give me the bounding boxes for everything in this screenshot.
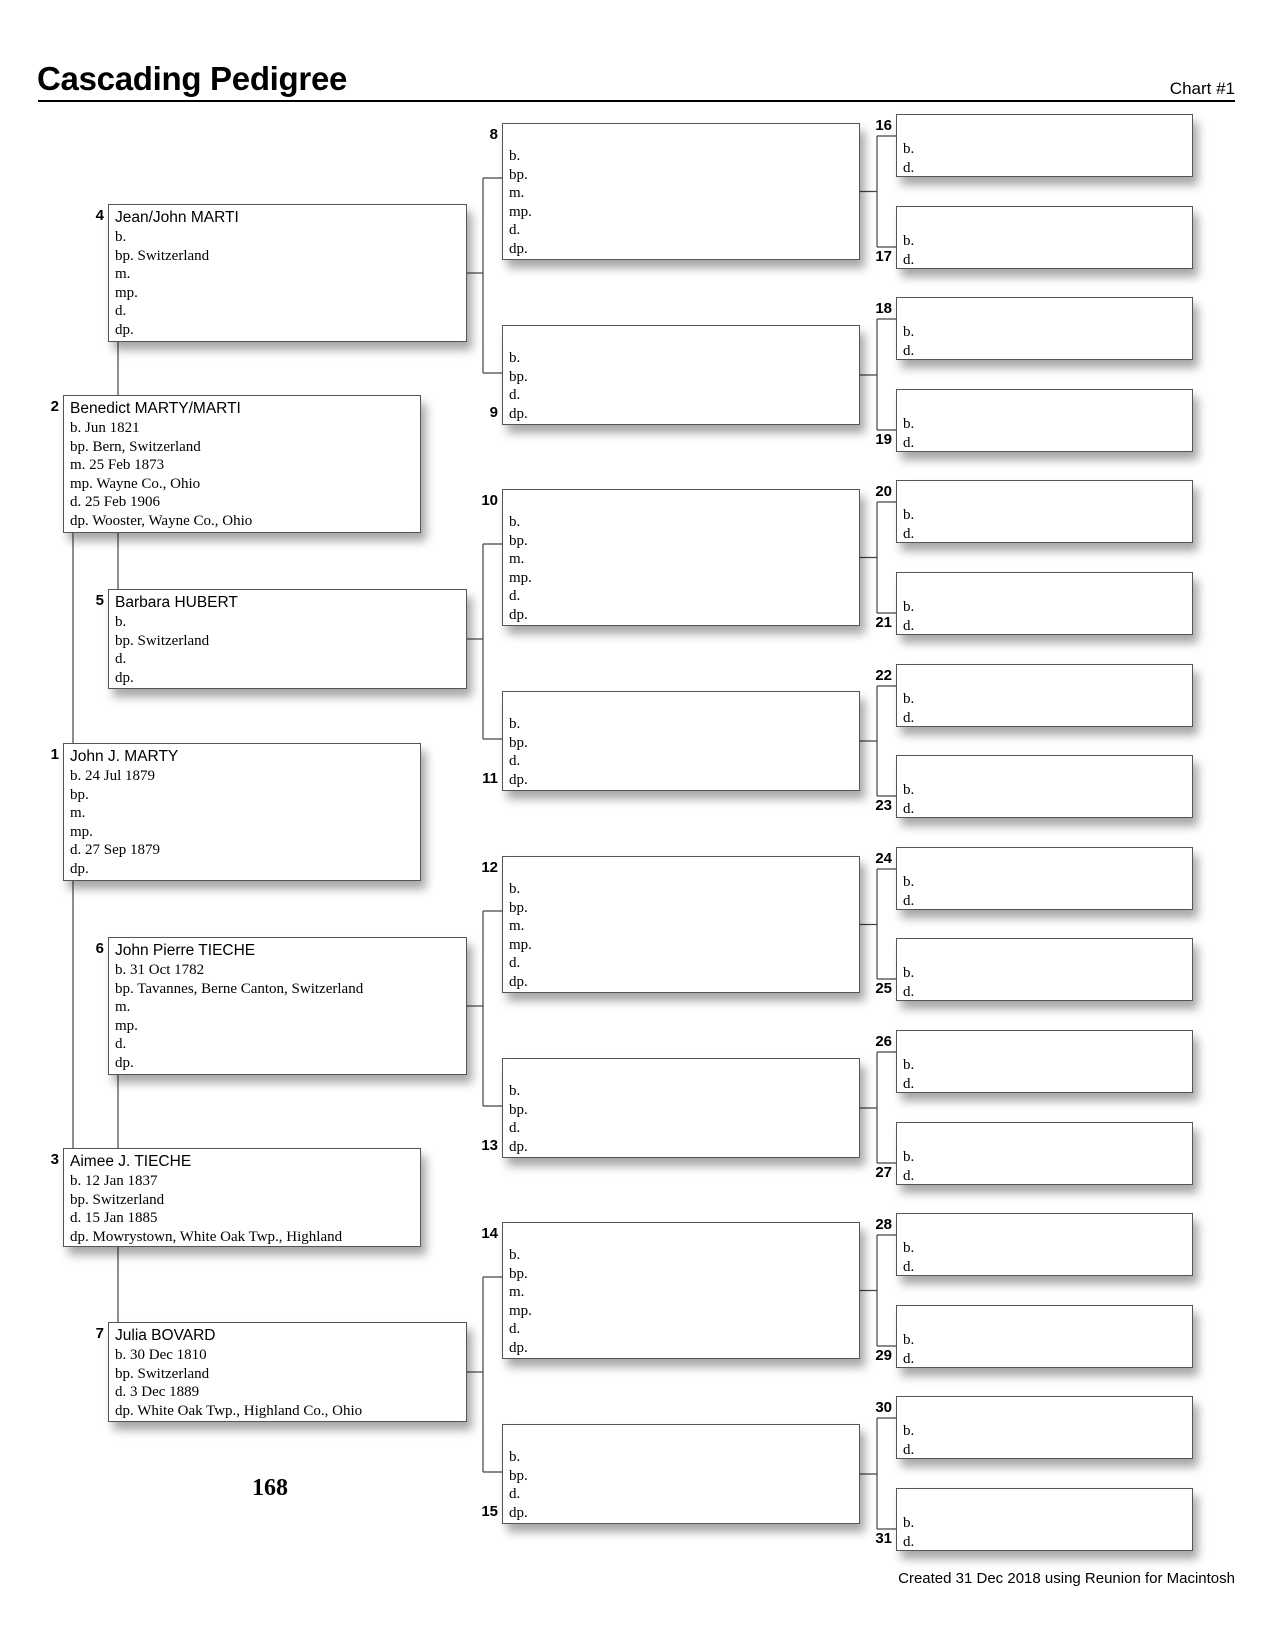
person-fact: mp. xyxy=(509,936,532,953)
person-fact: b. 12 Jan 1837 xyxy=(70,1173,158,1189)
person-fact: bp. Bern, Switzerland xyxy=(70,438,201,455)
person-fact: dp. xyxy=(509,1504,528,1521)
person-fact: mp. xyxy=(70,823,93,840)
person-number: 31 xyxy=(875,1530,892,1547)
person-fact: d. xyxy=(509,753,521,769)
person-number: 21 xyxy=(875,614,892,631)
person-box-26[interactable] xyxy=(896,1030,1193,1093)
person-name xyxy=(509,860,859,880)
person-box-29[interactable] xyxy=(896,1305,1193,1368)
person-box-14[interactable] xyxy=(502,1222,860,1359)
person-box-30[interactable] xyxy=(896,1396,1193,1459)
person-number: 23 xyxy=(875,797,892,814)
person-number: 27 xyxy=(875,1164,892,1181)
person-fact: bp. xyxy=(509,1265,528,1282)
person-fact: d. xyxy=(903,800,915,817)
person-number: 8 xyxy=(489,126,498,143)
person-fact: b. xyxy=(509,1449,521,1465)
person-fact: bp. xyxy=(509,368,528,385)
person-name xyxy=(509,695,859,715)
person-fact: d. xyxy=(903,1075,915,1092)
person-fact: m. xyxy=(70,805,86,821)
person-fact: dp. Mowrystown, White Oak Twp., Highland xyxy=(70,1228,343,1245)
person-name: Aimee J. TIECHE xyxy=(70,1153,192,1170)
person-fact: b. xyxy=(115,614,127,630)
person-fact: b. xyxy=(903,691,915,707)
person-box-16[interactable] xyxy=(896,114,1193,177)
person-name xyxy=(903,578,1192,598)
person-number: 17 xyxy=(875,248,892,265)
person-number: 24 xyxy=(875,850,892,867)
person-fact: b. 30 Dec 1810 xyxy=(115,1347,207,1363)
person-box-28[interactable] xyxy=(896,1213,1193,1276)
person-fact: m. xyxy=(509,918,525,934)
person-fact: bp. xyxy=(509,532,528,549)
person-fact: d. xyxy=(903,1167,915,1184)
person-name xyxy=(509,1428,859,1448)
person-box-18[interactable] xyxy=(896,297,1193,360)
person-fact: d. xyxy=(115,1036,127,1052)
person-fact: b. Jun 1821 xyxy=(70,420,140,436)
person-fact: d. xyxy=(903,1533,915,1550)
person-fact: b. xyxy=(903,782,915,798)
person-fact: b. xyxy=(903,233,915,249)
person-box-25[interactable] xyxy=(896,938,1193,1001)
person-box-9[interactable] xyxy=(502,325,860,425)
person-box-23[interactable] xyxy=(896,755,1193,818)
person-number: 9 xyxy=(489,404,498,421)
person-number: 29 xyxy=(875,1347,892,1364)
person-fact: mp. xyxy=(115,284,138,301)
person-number: 5 xyxy=(95,592,104,609)
person-box-21[interactable] xyxy=(896,572,1193,635)
person-fact: d. xyxy=(509,1120,521,1136)
person-fact: b. 24 Jul 1879 xyxy=(70,768,156,784)
person-fact: b. xyxy=(903,141,915,157)
person-name: Julia BOVARD xyxy=(115,1327,216,1344)
person-fact: d. xyxy=(903,617,915,634)
person-fact: b. xyxy=(115,229,127,245)
person-fact: bp. xyxy=(509,734,528,751)
person-fact: d. xyxy=(509,1486,521,1502)
person-number: 19 xyxy=(875,431,892,448)
person-box-17[interactable] xyxy=(896,206,1193,269)
person-fact: m. xyxy=(115,266,131,282)
person-fact: dp. Wooster, Wayne Co., Ohio xyxy=(70,512,253,529)
person-box-7[interactable] xyxy=(108,1322,467,1422)
person-fact: mp. Wayne Co., Ohio xyxy=(70,475,201,492)
person-number: 25 xyxy=(875,980,892,997)
person-number: 13 xyxy=(481,1137,498,1154)
person-fact: d. xyxy=(903,983,915,1000)
person-fact: d. xyxy=(903,342,915,359)
person-fact: d. 27 Sep 1879 xyxy=(70,842,160,858)
person-fact: b. xyxy=(903,1149,915,1165)
person-fact: d. 25 Feb 1906 xyxy=(70,494,160,510)
person-number: 15 xyxy=(481,1503,498,1520)
person-name xyxy=(903,1036,1192,1056)
page-number: 168 xyxy=(252,1475,288,1501)
person-fact: m. xyxy=(115,999,131,1015)
person-fact: dp. xyxy=(115,1054,134,1071)
person-fact: b. xyxy=(903,507,915,523)
person-number: 10 xyxy=(481,492,498,509)
person-fact: d. xyxy=(115,651,127,667)
person-fact: b. xyxy=(509,1247,521,1263)
person-fact: dp. xyxy=(509,1138,528,1155)
person-box-22[interactable] xyxy=(896,664,1193,727)
person-number: 26 xyxy=(875,1033,892,1050)
person-box-6[interactable] xyxy=(108,937,467,1075)
person-fact: dp. White Oak Twp., Highland Co., Ohio xyxy=(115,1402,363,1419)
person-fact: d. xyxy=(903,892,915,909)
person-number: 6 xyxy=(95,940,104,957)
person-fact: dp. xyxy=(115,321,134,338)
person-name: John J. MARTY xyxy=(70,748,179,765)
person-fact: bp. Switzerland xyxy=(115,1365,210,1382)
person-number: 20 xyxy=(875,483,892,500)
person-fact: d. xyxy=(903,1258,915,1275)
person-box-4[interactable] xyxy=(108,204,467,342)
person-name: Jean/John MARTI xyxy=(115,209,239,226)
person-fact: dp. xyxy=(509,771,528,788)
person-number: 30 xyxy=(875,1399,892,1416)
person-fact: m. xyxy=(509,185,525,201)
person-box-19[interactable] xyxy=(896,389,1193,452)
person-fact: d. xyxy=(903,525,915,542)
person-box-8[interactable] xyxy=(502,123,860,260)
person-box-5[interactable] xyxy=(108,589,467,689)
person-fact: dp. xyxy=(509,405,528,422)
person-name xyxy=(903,670,1192,690)
person-fact: dp. xyxy=(509,240,528,257)
person-fact: d. xyxy=(509,1321,521,1337)
person-fact: bp. Switzerland xyxy=(115,632,210,649)
person-fact: bp. xyxy=(509,1101,528,1118)
person-fact: b. xyxy=(903,874,915,890)
person-fact: d. xyxy=(903,251,915,268)
person-fact: bp. xyxy=(70,786,89,803)
person-fact: b. xyxy=(903,1332,915,1348)
person-fact: bp. Tavannes, Berne Canton, Switzerland xyxy=(115,980,364,997)
person-box-15[interactable] xyxy=(502,1424,860,1524)
person-fact: dp. xyxy=(70,860,89,877)
person-fact: b. xyxy=(509,514,521,530)
person-box-20[interactable] xyxy=(896,480,1193,543)
person-fact: b. xyxy=(903,1240,915,1256)
person-name xyxy=(903,1311,1192,1331)
person-fact: m. 25 Feb 1873 xyxy=(70,457,165,473)
person-number: 11 xyxy=(482,770,498,787)
person-number: 18 xyxy=(875,300,892,317)
person-box-24[interactable] xyxy=(896,847,1193,910)
person-name xyxy=(903,944,1192,964)
person-fact: dp. xyxy=(509,606,528,623)
person-number: 7 xyxy=(95,1325,104,1342)
person-fact: bp. Switzerland xyxy=(70,1191,165,1208)
person-name xyxy=(509,329,859,349)
person-fact: bp. Switzerland xyxy=(115,247,210,264)
person-name xyxy=(903,395,1192,415)
person-box-12[interactable] xyxy=(502,856,860,993)
person-name xyxy=(509,1226,859,1246)
person-fact: d. 15 Jan 1885 xyxy=(70,1210,158,1226)
person-number: 28 xyxy=(875,1216,892,1233)
person-fact: d. xyxy=(903,434,915,451)
person-fact: b. xyxy=(903,1057,915,1073)
person-fact: bp. xyxy=(509,166,528,183)
person-fact: m. xyxy=(509,1284,525,1300)
person-name xyxy=(509,127,859,147)
person-name xyxy=(903,1402,1192,1422)
person-box-2[interactable] xyxy=(63,395,421,533)
person-fact: b. 31 Oct 1782 xyxy=(115,962,205,978)
person-number: 1 xyxy=(50,746,59,763)
person-fact: d. xyxy=(509,955,521,971)
person-fact: d. xyxy=(903,709,915,726)
person-box-31[interactable] xyxy=(896,1488,1193,1551)
person-fact: dp. xyxy=(509,1339,528,1356)
person-fact: d. xyxy=(903,1350,915,1367)
person-fact: b. xyxy=(903,324,915,340)
person-box-10[interactable] xyxy=(502,489,860,626)
person-name xyxy=(903,212,1192,232)
chart-number: Chart #1 xyxy=(1169,79,1235,98)
person-fact: d. xyxy=(903,1441,915,1458)
person-name xyxy=(509,493,859,513)
person-fact: d. 3 Dec 1889 xyxy=(115,1384,200,1400)
person-box-3[interactable] xyxy=(63,1148,421,1247)
person-fact: d. xyxy=(509,387,521,403)
person-fact: mp. xyxy=(509,203,532,220)
person-number: 14 xyxy=(481,1225,498,1242)
person-box-1[interactable] xyxy=(63,743,421,881)
person-name xyxy=(903,853,1192,873)
person-name xyxy=(903,761,1192,781)
footer-credit: Created 31 Dec 2018 using Reunion for Macintosh xyxy=(898,1570,1235,1587)
person-box-27[interactable] xyxy=(896,1122,1193,1185)
person-name xyxy=(903,120,1192,140)
person-fact: bp. xyxy=(509,1467,528,1484)
person-fact: mp. xyxy=(509,569,532,586)
person-number: 16 xyxy=(875,117,892,134)
person-name: Benedict MARTY/MARTI xyxy=(70,400,241,417)
person-name xyxy=(903,303,1192,323)
person-number: 3 xyxy=(50,1151,59,1168)
person-fact: m. xyxy=(509,551,525,567)
person-fact: dp. xyxy=(115,669,134,686)
person-fact: b. xyxy=(509,148,521,164)
person-fact: b. xyxy=(903,965,915,981)
person-box-13[interactable] xyxy=(502,1058,860,1158)
person-number: 2 xyxy=(50,398,59,415)
person-name xyxy=(903,1128,1192,1148)
person-fact: b. xyxy=(903,599,915,615)
person-name: Barbara HUBERT xyxy=(115,594,238,611)
person-fact: mp. xyxy=(115,1017,138,1034)
person-fact: d. xyxy=(509,588,521,604)
person-fact: d. xyxy=(509,222,521,238)
person-fact: bp. xyxy=(509,899,528,916)
person-fact: dp. xyxy=(509,973,528,990)
page-title: Cascading Pedigree xyxy=(37,60,348,97)
person-fact: b. xyxy=(509,350,521,366)
person-box-11[interactable] xyxy=(502,691,860,791)
person-fact: d. xyxy=(115,303,127,319)
person-fact: b. xyxy=(903,416,915,432)
person-fact: b. xyxy=(509,716,521,732)
person-name xyxy=(903,1494,1192,1514)
person-number: 22 xyxy=(875,667,892,684)
person-number: 4 xyxy=(95,207,104,224)
person-name: John Pierre TIECHE xyxy=(115,942,256,959)
person-name xyxy=(903,486,1192,506)
person-fact: b. xyxy=(509,881,521,897)
person-fact: b. xyxy=(903,1515,915,1531)
person-fact: d. xyxy=(903,159,915,176)
person-number: 12 xyxy=(481,859,498,876)
person-fact: b. xyxy=(903,1423,915,1439)
person-name xyxy=(903,1219,1192,1239)
person-fact: mp. xyxy=(509,1302,532,1319)
person-fact: b. xyxy=(509,1083,521,1099)
person-name xyxy=(509,1062,859,1082)
